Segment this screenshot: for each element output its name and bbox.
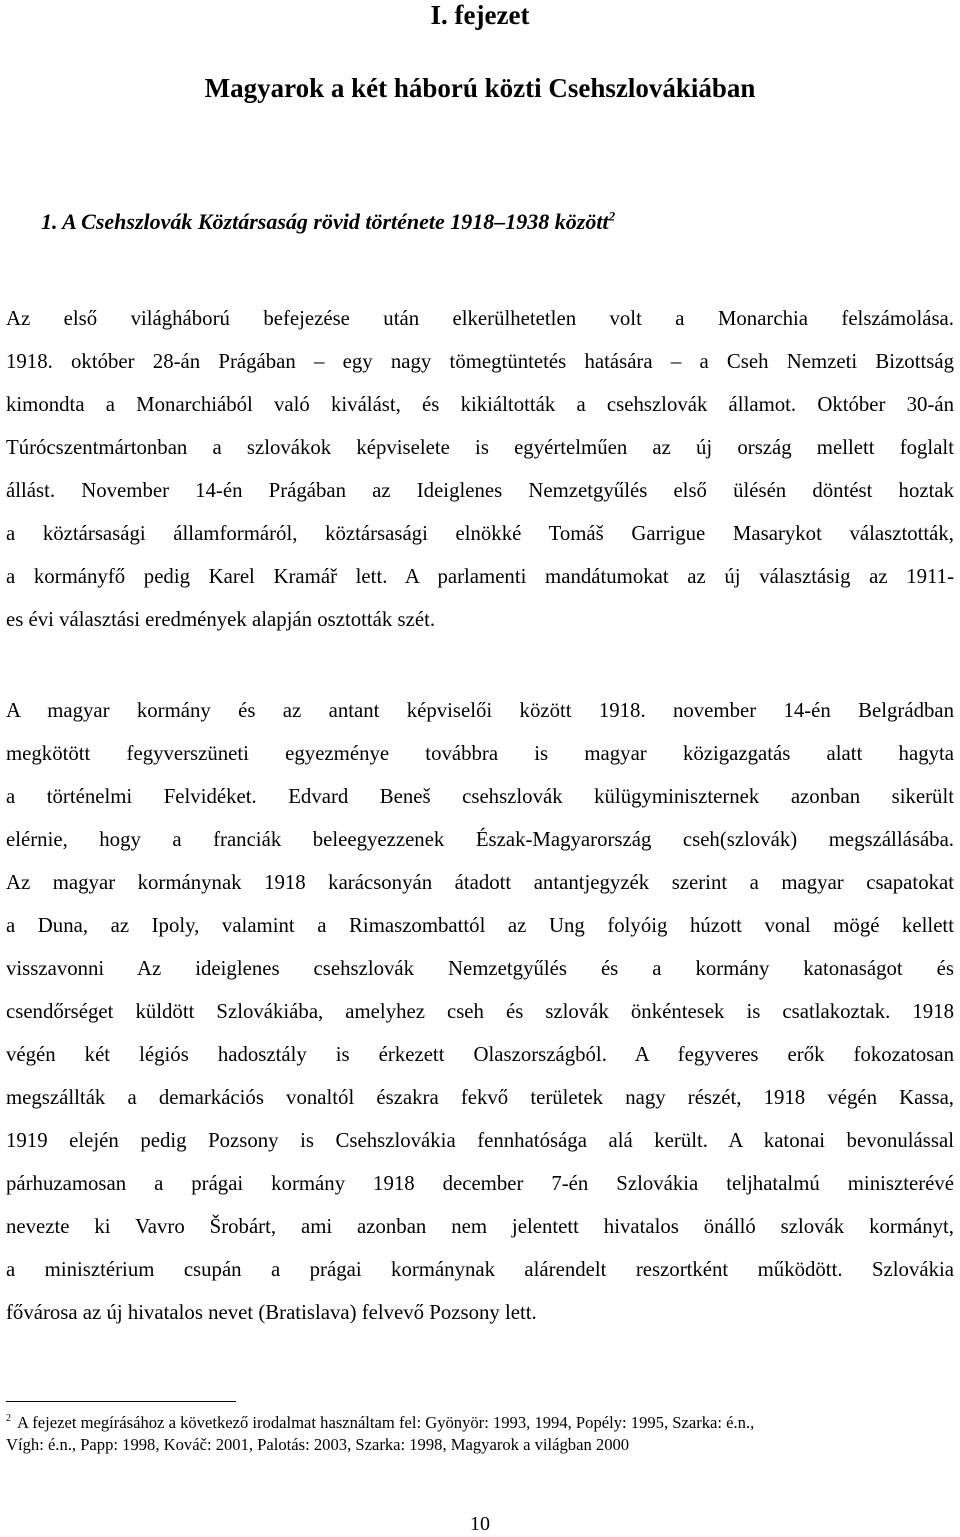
footnote: [6, 1412, 954, 1456]
section-heading-text: 1. A Csehszlovák Köztársaság rövid története 1918–1938 között: [41, 209, 609, 234]
text-line: Az magyar kormánynak 1918 karácsonyán átadott antantjegyzék szerint a magyar csapatokat: [6, 871, 954, 894]
paragraph-2: [6, 689, 954, 1334]
text-line: Túrócszentmártonban a szlovákok képviselete is egyértelműen az új ország mellett foglalt: [6, 436, 954, 459]
text-line: Az első világháború befejezése után elkerülhetetlen volt a Monarchia felszámolása.: [6, 307, 954, 330]
chapter-title: Magyarok a két háború közti Csehszlovákiában: [204, 73, 756, 103]
footnote-separator: [6, 1401, 236, 1402]
text-line: 1918. október 28-án Prágában – egy nagy tömegtüntetés hatására – a Cseh Nemzeti Bizottság: [6, 350, 954, 373]
text-line: párhuzamosan a prágai kormány 1918 december 7-én Szlovákia teljhatalmú miniszterévé: [6, 1172, 954, 1195]
footnote-line-1: [6, 1412, 954, 1434]
paragraph-1: [6, 297, 954, 641]
text-line: kimondta a Monarchiából való kiválást, és kikiáltották a csehszlovák államot. Október 30-án: [6, 393, 954, 416]
text-line: nevezte ki Vavro Šrobárt, ami azonban nem jelentett hivatalos önálló szlovák kormányt,: [6, 1215, 954, 1238]
footnote-text-1: A fejezet megírásához a következő irodalmat használtam fel: Gyönyör: 1993, 1994, Popély: 1995, Szarka: é.n.,: [17, 1413, 755, 1432]
text-line: fővárosa az új hivatalos nevet (Bratislava) felvevő Pozsony lett.: [6, 1301, 537, 1324]
text-line: A magyar kormány és az antant képviselői között 1918. november 14-én Belgrádban: [6, 699, 954, 722]
text-line: megkötött fegyverszüneti egyezménye továbbra is magyar közigazgatás alatt hagyta: [6, 742, 954, 765]
text-line: megszállták a demarkációs vonaltól északra fekvő területek nagy részét, 1918 végén Kassa,: [6, 1086, 954, 1109]
footnote-line-2: Vígh: é.n., Papp: 1998, Kováč: 2001, Palotás: 2003, Szarka: 1998, Magyarok a világban 2000: [6, 1435, 630, 1454]
text-line: csendőrséget küldött Szlovákiába, amelyhez cseh és szlovák önkéntesek is csatlakoztak. 1918: [6, 1000, 954, 1023]
text-line: a kormányfő pedig Karel Kramář lett. A parlamenti mandátumokat az új választásig az 1911-: [6, 565, 954, 588]
text-line: 1919 elején pedig Pozsony is Csehszlovákia fennhatósága alá került. A katonai bevonulással: [6, 1129, 954, 1152]
text-line: a Duna, az Ipoly, valamint a Rimaszombattól az Ung folyóig húzott vonal mögé kellett: [6, 914, 954, 937]
text-line: es évi választási eredmények alapján osztották szét.: [6, 608, 436, 631]
text-line: a történelmi Felvidéket. Edvard Beneš csehszlovák külügyminiszternek azonban sikerült: [6, 785, 954, 808]
text-line: a minisztérium csupán a prágai kormánynak alárendelt reszortként működött. Szlovákia: [6, 1258, 954, 1281]
footnote-reference[interactable]: 2: [608, 208, 616, 224]
text-line: végén két légiós hadosztály is érkezett Olaszországból. A fegyveres erők fokozatosan: [6, 1043, 954, 1066]
section-heading: [41, 208, 615, 236]
text-line: állást. November 14-én Prágában az Ideiglenes Nemzetgyűlés első ülésén döntést hoztak: [6, 479, 954, 502]
chapter-label: I. fejezet: [430, 0, 530, 30]
text-line: elérnie, hogy a franciák beleegyezzenek Észak-Magyarország cseh(szlovák) megszállásába.: [6, 828, 954, 851]
text-line: a köztársasági államformáról, köztársasági elnökké Tomáš Garrigue Masarykot választották,: [6, 522, 954, 545]
footnote-number: 2: [6, 1413, 11, 1425]
page-number: 10: [470, 1513, 490, 1535]
text-line: visszavonni Az ideiglenes csehszlovák Nemzetgyűlés és a kormány katonaságot és: [6, 957, 954, 980]
